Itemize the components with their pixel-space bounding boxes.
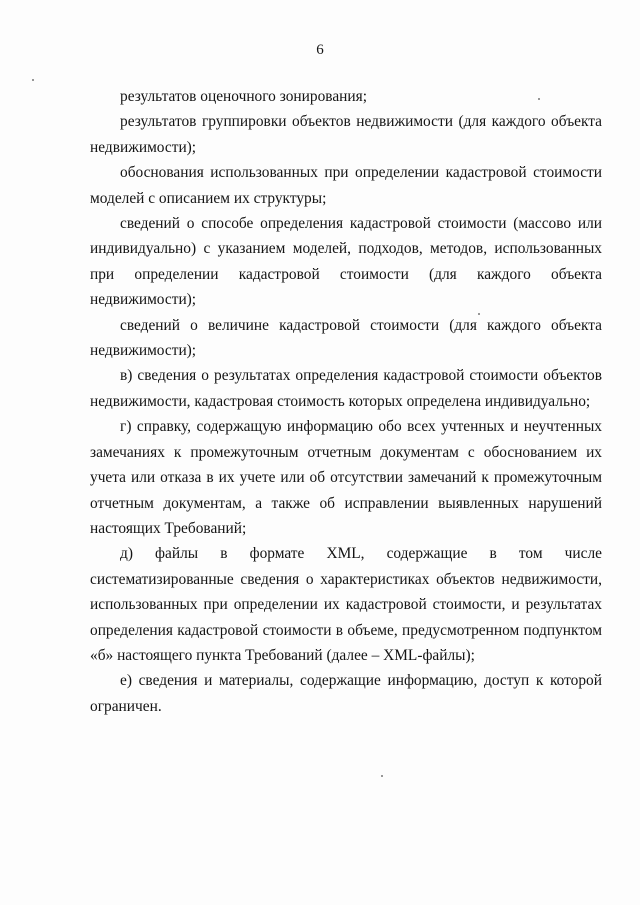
paragraph-item-e: е) сведения и материалы, содержащие информацию, доступ к которой ограничен. [90, 672, 602, 715]
paragraph-grouping-results: результатов группировки объектов недвижимости (для каждого объекта недвижимости); [90, 113, 602, 156]
paragraph-item-v: в) сведения о результатах определения кадастровой стоимости объектов недвижимости, кадастровая стоимость которых определена индивидуально; [90, 367, 602, 410]
scan-speck [32, 79, 34, 81]
paragraph-valuation-method: сведений о способе определения кадастровой стоимости (массово или индивидуально) с указанием моделей, подходов, методов, использованных при определении кадастровой стоимости (для каждого объекта недвижимости); [90, 215, 602, 309]
scan-speck [538, 98, 540, 100]
document-body [90, 84, 602, 719]
paragraph-item-d: д) файлы в формате XML, содержащие в том числе систематизированные сведения о характеристиках объектов недвижимости, использованных при определении их кадастровой стоимости, и результатах определения кадастровой стоимости в объеме, предусмотренном подпунктом «б» настоящего пункта Требований (далее – XML-файлы); [90, 545, 602, 664]
paragraph-model-justification: обоснования использованных при определении кадастровой стоимости моделей с описанием их структуры; [90, 164, 602, 207]
page-number: 6 [316, 42, 324, 58]
paragraph-value-amount: сведений о величине кадастровой стоимости (для каждого объекта недвижимости); [90, 316, 602, 360]
scan-speck [478, 313, 480, 315]
scan-speck [381, 775, 383, 777]
paragraph-item-g: г) справку, содержащую информацию обо всех учтенных и неучтенных замечаниях к промежуточным отчетным документам с обоснованием их учета или отказа в их учете или об отсутствии замечаний к промежуточным отчетным документам, а также об исправлении выявленных нарушений настоящих Требований; [90, 418, 602, 537]
paragraph-zoning-results: результатов оценочного зонирования; [120, 88, 367, 105]
